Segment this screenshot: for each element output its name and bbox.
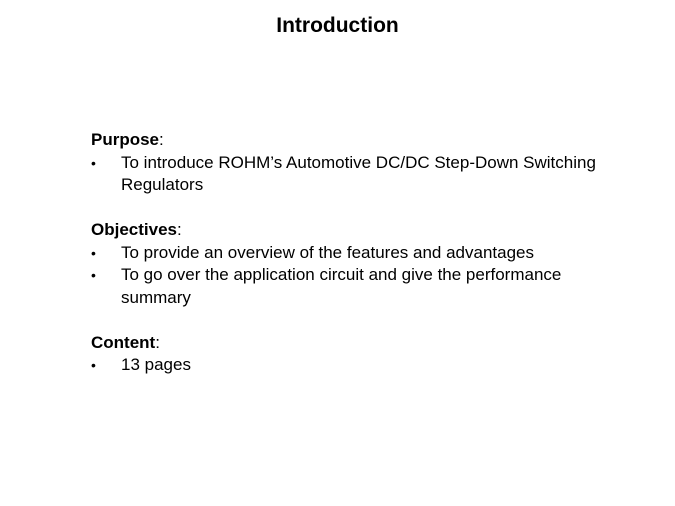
section-heading — [91, 332, 631, 355]
section-heading — [91, 219, 631, 242]
bullet-icon: • — [91, 357, 96, 373]
bullet-item — [91, 242, 631, 265]
heading-label: Purpose — [91, 130, 160, 149]
bullet-text: 13 pages — [121, 355, 191, 374]
bullet-icon: • — [91, 154, 96, 171]
bullet-text: To provide an overview of the features and advantages — [121, 242, 534, 262]
bullet-icon: • — [91, 267, 96, 283]
bullet-icon: • — [91, 244, 96, 261]
heading-colon: : — [159, 130, 164, 149]
heading-label: Objectives — [91, 220, 177, 239]
heading-label: Content — [91, 332, 156, 352]
bullet-item — [91, 264, 631, 309]
bullet-list — [91, 152, 631, 197]
bullet-item — [91, 152, 631, 197]
slide-body — [91, 129, 631, 399]
section-content — [91, 332, 631, 377]
bullet-list — [91, 354, 631, 377]
bullet-text: To introduce ROHM’s Automotive DC/DC Step-Down Switching Regulators — [121, 152, 596, 194]
bullet-list — [91, 242, 631, 310]
bullet-text: To go over the application circuit and give the performance summary — [121, 265, 562, 307]
heading-colon: : — [155, 332, 160, 352]
slide-title: Introduction — [276, 14, 399, 37]
bullet-item — [91, 354, 631, 377]
section-objectives — [91, 219, 631, 309]
section-purpose — [91, 129, 631, 197]
heading-colon: : — [177, 220, 182, 239]
section-heading — [91, 129, 631, 152]
